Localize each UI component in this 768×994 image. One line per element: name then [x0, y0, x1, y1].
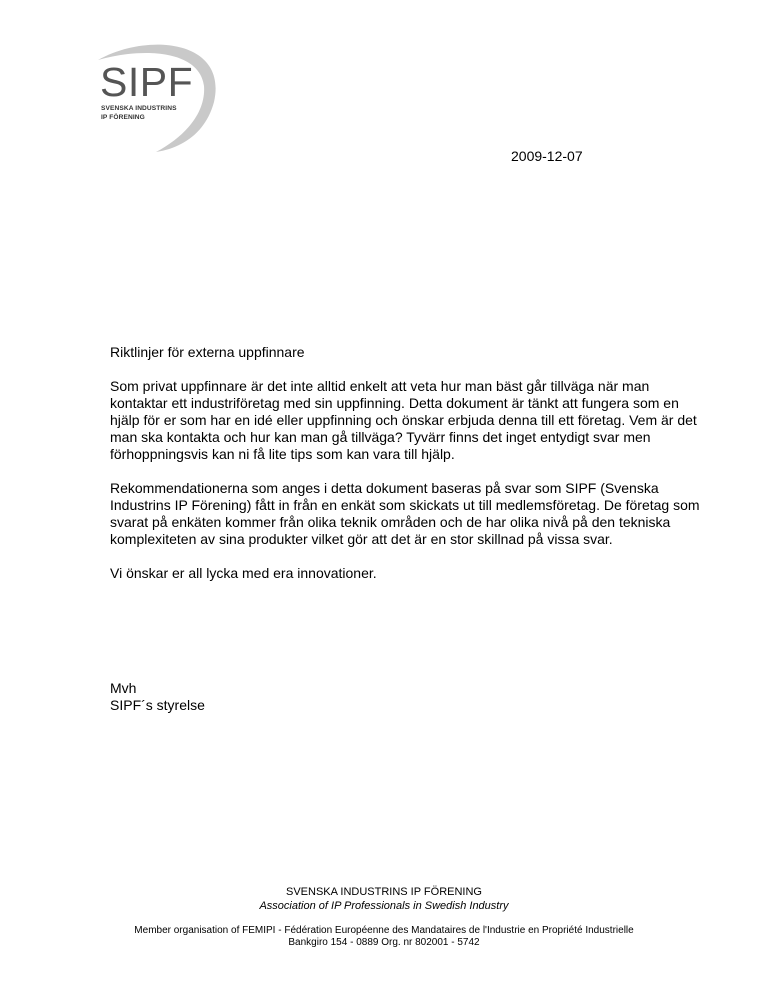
- footer-member-note: Member organisation of FEMIPI - Fédération Européenne des Mandataires de l'Industrie en Propriété Industrielle: [134, 925, 634, 936]
- letter-closing: Mvh: [110, 680, 137, 696]
- letter-date: 2009-12-07: [511, 148, 583, 164]
- letter-body: [110, 344, 710, 599]
- footer-association: Association of IP Professionals in Swedish Industry: [259, 900, 509, 912]
- logo-subtitle-line2: IP FÖRENING: [101, 114, 145, 121]
- letter-heading: Riktlinjer för externa uppfinnare: [110, 344, 305, 360]
- logo-subtitle-line1: SVENSKA INDUSTRINS: [101, 105, 177, 112]
- letter-signature: SIPF´s styrelse: [110, 697, 205, 713]
- letter-paragraph-2: Rekommendationerna som anges i detta dokument baseras på svar som SIPF (Svenska Industrins IP Förening) fått in från en enkät som skickats ut till medlemsföretag. De företag som svarat på enkäten kommer från olika teknik områden och de har olika nivå på den tekniska komplexiteten av sina produkter vilket gör att det är en stor skillnad på vissa svar.: [110, 480, 700, 547]
- logo-name: SIPF: [100, 59, 194, 105]
- letter-paragraph-3: Vi önskar er all lycka med era innovationer.: [110, 565, 377, 581]
- page-footer: [0, 885, 768, 949]
- footer-bank-info: Bankgiro 154 - 0889 Org. nr 802001 - 5742: [288, 937, 480, 948]
- sipf-logo: [78, 40, 228, 152]
- letter-signoff: [110, 680, 205, 714]
- footer-org-name: SVENSKA INDUSTRINS IP FÖRENING: [285, 886, 482, 898]
- letter-paragraph-1: Som privat uppfinnare är det inte alltid enkelt att veta hur man bäst går tillväga när man kontaktar ett industriföretag med sin uppfinning. Detta dokument är tänkt att fungera som en hjälp för er som har en idé eller uppfinning och önskar erbjuda denna till ett företag. Vem är det man ska kontakta och hur kan man gå tillväga? Tyvärr finns det inget entydigt svar men förhoppningsvis kan ni få lite tips som kan vara till hjälp.: [110, 378, 697, 462]
